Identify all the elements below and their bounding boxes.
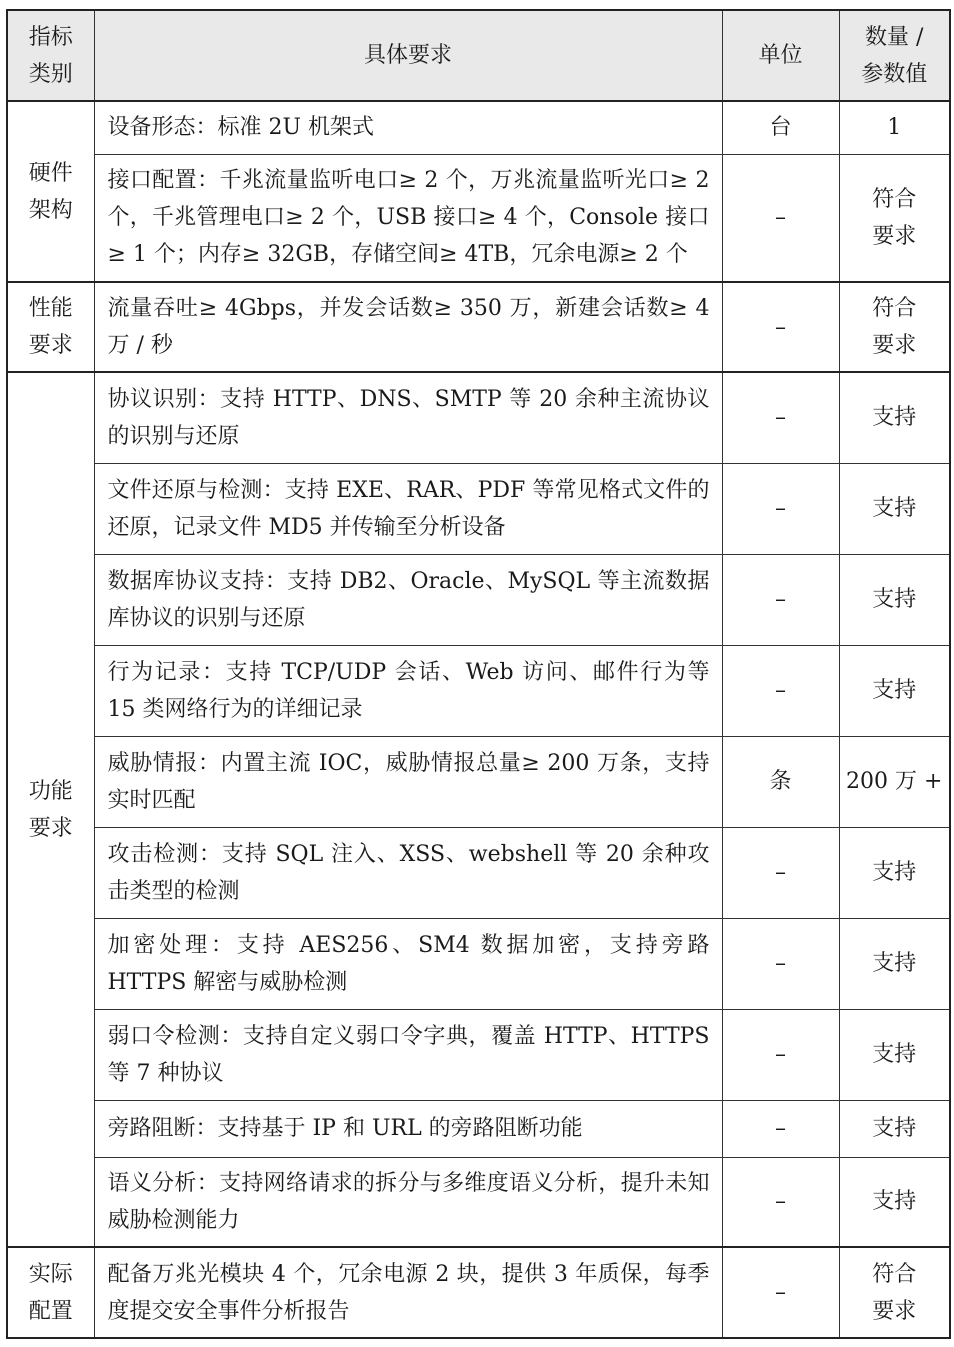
table-row (7, 1100, 950, 1157)
unit-cell: – (722, 1100, 839, 1157)
table-row (7, 918, 950, 1009)
quantity-cell: 支持 (839, 554, 950, 645)
quantity-cell: 支持 (839, 827, 950, 918)
requirement-cell: 攻击检测：支持 SQL 注入、XSS、webshell 等 20 余种攻击类型的检测 (94, 827, 722, 918)
unit-cell: 台 (722, 101, 839, 154)
unit-cell: – (722, 1009, 839, 1100)
table-row (7, 554, 950, 645)
unit-cell: – (722, 372, 839, 463)
category-cell: 硬件 架构 (7, 101, 94, 282)
unit-cell: – (722, 918, 839, 1009)
quantity-cell: 符合 要求 (839, 154, 950, 282)
requirement-cell: 旁路阻断：支持基于 IP 和 URL 的旁路阻断功能 (94, 1100, 722, 1157)
quantity-cell: 符合 要求 (839, 1247, 950, 1338)
requirement-cell: 配备万兆光模块 4 个，冗余电源 2 块，提供 3 年质保，每季度提交安全事件分析报告 (94, 1247, 722, 1338)
requirement-cell: 弱口令检测：支持自定义弱口令字典，覆盖 HTTP、HTTPS 等 7 种协议 (94, 1009, 722, 1100)
table-row (7, 645, 950, 736)
table-row (7, 154, 950, 282)
quantity-cell: 支持 (839, 1100, 950, 1157)
unit-cell: – (722, 154, 839, 282)
table-row (7, 282, 950, 372)
requirement-cell: 加密处理：支持 AES256、SM4 数据加密，支持旁路 HTTPS 解密与威胁检测 (94, 918, 722, 1009)
spec-table (6, 9, 951, 1339)
table-row (7, 1009, 950, 1100)
table-row (7, 463, 950, 554)
quantity-cell: 支持 (839, 372, 950, 463)
quantity-cell: 支持 (839, 645, 950, 736)
table-body (7, 101, 950, 1338)
category-cell: 实际 配置 (7, 1247, 94, 1338)
requirement-cell: 设备形态：标准 2U 机架式 (94, 101, 722, 154)
requirement-cell: 数据库协议支持：支持 DB2、Oracle、MySQL 等主流数据库协议的识别与还原 (94, 554, 722, 645)
requirement-cell: 语义分析：支持网络请求的拆分与多维度语义分析，提升未知威胁检测能力 (94, 1157, 722, 1247)
unit-cell: – (722, 554, 839, 645)
unit-cell: – (722, 1247, 839, 1338)
requirement-cell: 流量吞吐≥ 4Gbps，并发会话数≥ 350 万，新建会话数≥ 4 万 / 秒 (94, 282, 722, 372)
quantity-cell: 200 万 + (839, 736, 950, 827)
quantity-cell: 支持 (839, 918, 950, 1009)
requirement-cell: 行为记录：支持 TCP/UDP 会话、Web 访问、邮件行为等 15 类网络行为的详细记录 (94, 645, 722, 736)
requirement-cell: 威胁情报：内置主流 IOC，威胁情报总量≥ 200 万条，支持实时匹配 (94, 736, 722, 827)
header-row (7, 10, 950, 101)
requirement-cell: 协议识别：支持 HTTP、DNS、SMTP 等 20 余种主流协议的识别与还原 (94, 372, 722, 463)
table-row (7, 736, 950, 827)
header-category: 指标 类别 (7, 10, 94, 101)
header-unit: 单位 (722, 10, 839, 101)
unit-cell: – (722, 1157, 839, 1247)
requirement-cell: 接口配置：千兆流量监听电口≥ 2 个，万兆流量监听光口≥ 2 个，千兆管理电口≥ 2 个，USB 接口≥ 4 个，Console 接口≥ 1 个；内存≥ 32GB，存储空间≥ 4TB，冗余电源≥ 2 个 (94, 154, 722, 282)
unit-cell: – (722, 827, 839, 918)
table-row (7, 1247, 950, 1338)
table-row (7, 827, 950, 918)
unit-cell: 条 (722, 736, 839, 827)
category-cell: 功能 要求 (7, 372, 94, 1247)
spec-table-container (6, 9, 949, 1339)
quantity-cell: 1 (839, 101, 950, 154)
table-row (7, 101, 950, 154)
header-quantity: 数量 / 参数值 (839, 10, 950, 101)
table-row (7, 1157, 950, 1247)
unit-cell: – (722, 282, 839, 372)
table-row (7, 372, 950, 463)
unit-cell: – (722, 645, 839, 736)
unit-cell: – (722, 463, 839, 554)
header-requirement: 具体要求 (94, 10, 722, 101)
quantity-cell: 支持 (839, 1009, 950, 1100)
table-header (7, 10, 950, 101)
requirement-cell: 文件还原与检测：支持 EXE、RAR、PDF 等常见格式文件的还原，记录文件 MD5 并传输至分析设备 (94, 463, 722, 554)
quantity-cell: 支持 (839, 1157, 950, 1247)
quantity-cell: 支持 (839, 463, 950, 554)
quantity-cell: 符合 要求 (839, 282, 950, 372)
category-cell: 性能 要求 (7, 282, 94, 372)
